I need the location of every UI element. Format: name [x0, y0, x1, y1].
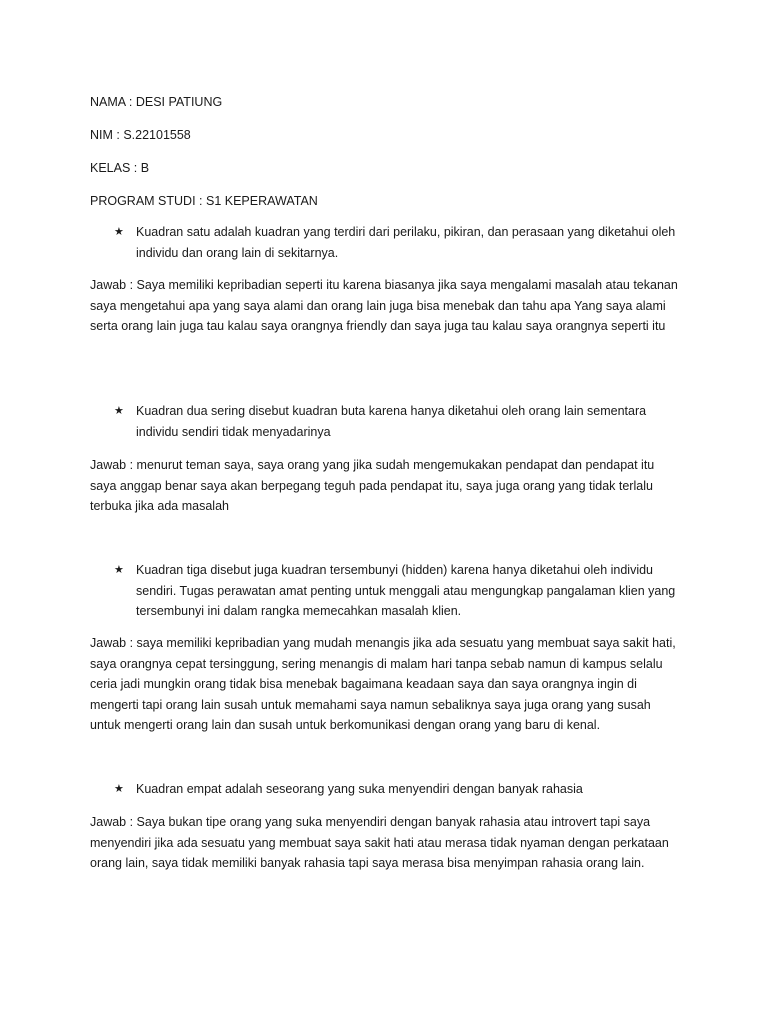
- star-bullet-icon: ★: [114, 564, 124, 576]
- quadrant-one-answer: Jawab : Saya memiliki kepribadian seperti itu karena biasanya jika saya mengalami masalah atau tekanan saya mengetahui apa yang saya alami dan orang lain juga bisa menebak dan tahu apa Yang saya alami serta orang lain juga tau kalau saya orangnya friendly dan saya juga tau kalau saya orangnya seperti itu: [90, 278, 678, 333]
- name-line: NAMA : DESI PATIUNG: [90, 95, 223, 109]
- quadrant-two-text: Kuadran dua sering disebut kuadran buta karena hanya diketahui oleh orang lain sementara individu sendiri tidak menyadarinya: [136, 404, 647, 439]
- quadrant-three-answer: Jawab : saya memiliki kepribadian yang mudah menangis jika ada sesuatu yang membuat saya sakit hati, saya orangnya cepat tersinggung, sering menangis di malam hari tanpa sebab namun di kampus selalu ceria jadi mungkin orang tidak bisa menebak bagaimana keadaan saya dan saya orangnya ingin di mengerti tapi orang lain susah untuk memahami saya namun sebaliknya saya juga orang yang susah untuk mengerti orang lain dan susah untuk berkomunikasi dengan orang yang baru di kenal.: [90, 636, 676, 732]
- document-page: [90, 0, 690, 1024]
- nim-line: NIM : S.22101558: [90, 128, 191, 142]
- study-program-line: PROGRAM STUDI : S1 KEPERAWATAN: [90, 194, 318, 208]
- quadrant-one-text: Kuadran satu adalah kuadran yang terdiri dari perilaku, pikiran, dan perasaan yang diketahui oleh individu dan orang lain di sekitarnya.: [136, 225, 676, 260]
- quadrant-three-text: Kuadran tiga disebut juga kuadran tersembunyi (hidden) karena hanya diketahui oleh individu sendiri. Tugas perawatan amat penting untuk menggali atau mengungkap pangalaman klien yang tersembunyi ini dalam rangka memecahkan masalah klien.: [136, 563, 676, 618]
- quadrant-four-answer: Jawab : Saya bukan tipe orang yang suka menyendiri dengan banyak rahasia atau introvert tapi saya menyendiri jika ada sesuatu yang membuat saya sakit hati atau merasa tidak nyaman dengan perkataan orang lain, saya tidak memiliki banyak rahasia tapi saya merasa bisa menyimpan rahasia orang lain.: [90, 815, 669, 870]
- star-bullet-icon: ★: [114, 226, 124, 238]
- class-line: KELAS : B: [90, 161, 150, 175]
- quadrant-four-text: Kuadran empat adalah seseorang yang suka menyendiri dengan banyak rahasia: [136, 782, 583, 796]
- quadrant-two-answer: Jawab : menurut teman saya, saya orang yang jika sudah mengemukakan pendapat dan pendapat itu saya anggap benar saya akan berpegang teguh pada pendapat itu, saya juga orang yang tidak terlalu terbuka jika ada masalah: [90, 458, 655, 513]
- star-bullet-icon: ★: [114, 405, 124, 417]
- star-bullet-icon: ★: [114, 783, 124, 795]
